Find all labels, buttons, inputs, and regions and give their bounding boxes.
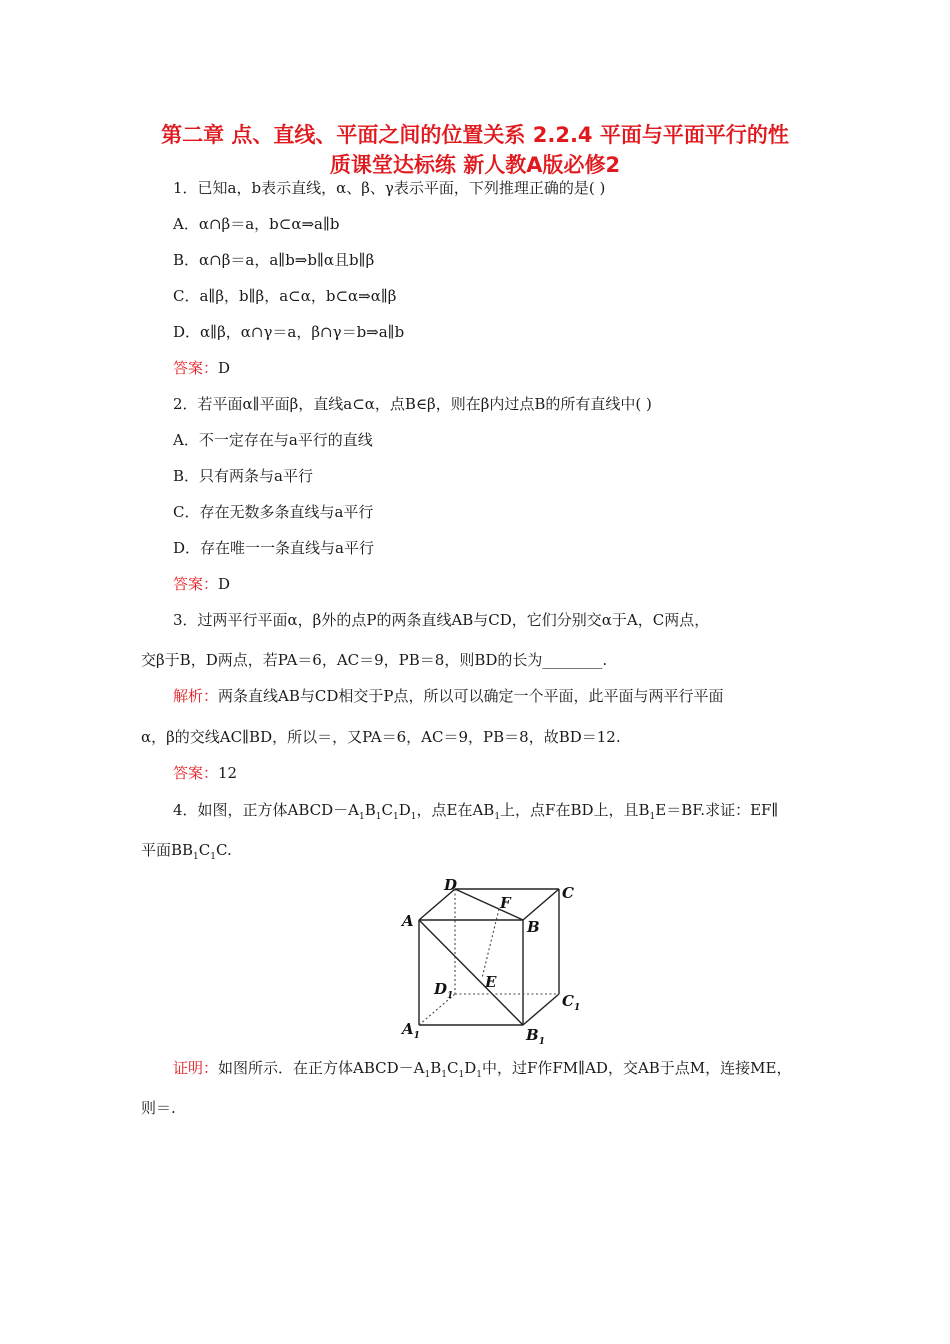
q4-proof-label: 证明： [173,1059,219,1077]
diagonal-ab1 [419,920,523,1025]
q4-proof-part: C [447,1059,459,1077]
cube-figure [396,876,586,1046]
label-a1: $A_1$ [402,1020,420,1041]
q4-stem-part: ，点E在AB [416,801,495,819]
q1-option-d: D．α∥β，α∩γ＝a，β∩γ＝b⇒a∥b [173,323,405,341]
title-line-1: 第二章 点、直线、平面之间的位置关系 2.2.4 平面与平面平行的性 [161,123,789,147]
subscript: 1 [410,812,417,822]
q3-answer-label: 答案： [173,764,219,782]
subscript: 1 [359,812,365,822]
q2-answer-value: D [218,575,231,593]
q2-option-b: B．只有两条与a平行 [173,467,313,485]
label-c: C [562,884,574,902]
q2-answer-label: 答案： [173,575,219,593]
label-b: B [527,918,540,936]
q4-stem-line-1 [173,800,778,827]
label-c1: $C_1$ [562,992,581,1013]
q2-option-d: D．存在唯一一条直线与a平行 [173,539,374,557]
label-b1: $B_1$ [526,1026,545,1046]
subscript: 1 [375,812,382,822]
q4-stem-part: C [198,841,211,859]
q4-stem-part: C. [216,841,232,859]
q1-stem: 1．已知a，b表示直线，α、β、γ表示平面，下列推理正确的是( ) [173,179,606,197]
q2-stem: 2．若平面α∥平面β，直线a⊂α，点B∈β，则在β内过点B的所有直线中( ) [173,395,652,413]
label-a: A [402,912,414,930]
q4-stem-part: D [398,801,411,819]
q3-stem-line-1: 3．过两平行平面α，β外的点P的两条直线AB与CD，它们分别交α于A，C两点， [173,611,710,629]
q1-option-b: B．α∩β＝a，a∥b⇒b∥α且b∥β [173,251,375,269]
q4-stem-part: 平面BB [141,841,194,859]
q4-stem-line-2 [141,840,232,867]
q1-option-c: C．a∥β，b∥β，a⊂α，b⊂α⇒α∥β [173,287,397,305]
label-d: D [444,876,458,894]
subscript: 1 [210,852,216,862]
q3-answer [173,763,237,783]
q1-answer-value: D [218,359,231,377]
q4-stem-part: 上，点F在BD上，且B [500,801,650,819]
subscript: 1 [458,1070,465,1080]
q4-stem-part: B [364,801,376,819]
q1-option-a: A．α∩β＝a，b⊂α⇒a∥b [173,215,340,233]
subscript: 1 [476,1070,482,1080]
label-f: F [500,894,511,912]
subscript: 1 [441,1070,447,1080]
q4-proof-line-2: 则＝. [141,1099,176,1117]
document-title [130,120,820,180]
q3-analysis-label: 解析： [173,687,219,705]
q3-analysis-text-1: 两条直线AB与CD相交于P点，所以可以确定一个平面，此平面与两平行平面 [218,687,724,705]
label-e: E [485,973,497,991]
subscript: 1 [393,812,399,822]
q2-option-c: C．存在无数多条直线与a平行 [173,503,374,521]
edge-bc [523,889,559,920]
label-d1: $D_1$ [434,980,454,1001]
subscript: 1 [649,812,656,822]
title-line-2: 质课堂达标练 新人教A版必修2 [329,153,621,177]
q1-answer-label: 答案： [173,359,219,377]
q4-stem-part: 4．如图，正方体ABCD－A [173,801,360,819]
subscript: 1 [424,1070,431,1080]
edge-b1c1 [523,994,559,1025]
q3-answer-value: 12 [218,764,238,782]
diagonal-db [455,889,523,920]
q4-stem-part: E＝BF.求证：EF∥ [655,801,779,819]
q3-analysis-line-1 [173,686,723,706]
q4-proof-line-1 [173,1058,791,1085]
subscript: 1 [494,812,501,822]
q2-option-a: A．不一定存在与a平行的直线 [173,431,373,449]
q3-stem-line-2: 交β于B，D两点，若PA＝6，AC＝9，PB＝8，则BD的长为________. [141,651,608,669]
q2-answer [173,574,230,594]
q3-analysis-line-2: α，β的交线AC∥BD，所以＝，又PA＝6，AC＝9，PB＝8，故BD＝12. [141,728,621,746]
q1-answer [173,358,230,378]
q4-stem-part: C [381,801,393,819]
q4-proof-part: 如图所示．在正方体ABCD－A [218,1059,425,1077]
q4-proof-part: 中，过F作FM∥AD，交AB于点M，连接ME， [481,1059,792,1077]
subscript: 1 [193,852,199,862]
q4-proof-part: B [430,1059,442,1077]
q4-proof-part: D [464,1059,477,1077]
